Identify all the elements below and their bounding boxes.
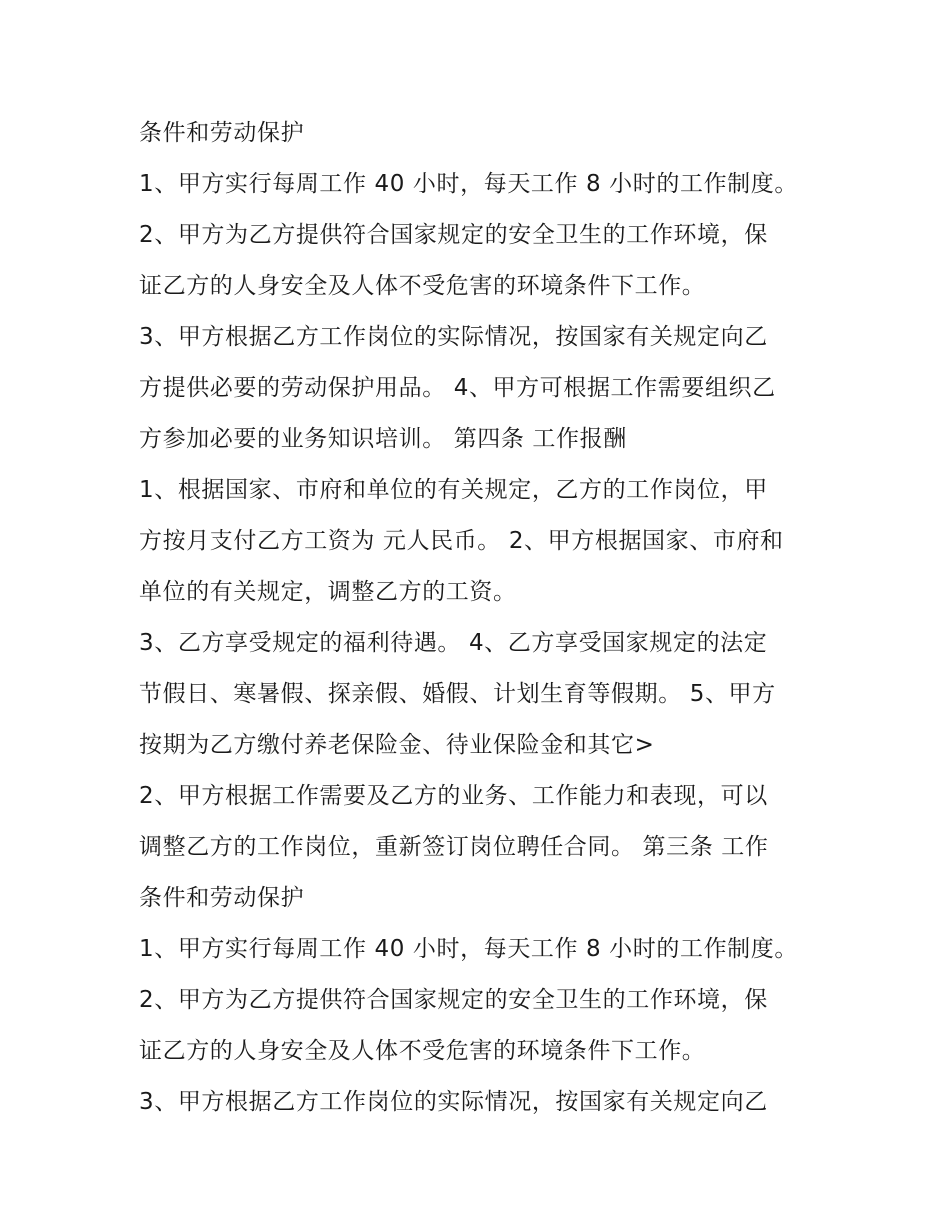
text-line: 条件和劳动保护 bbox=[139, 885, 305, 911]
text-line: 1、甲方实行每周工作 40 小时，每天工作 8 小时的工作制度。 bbox=[139, 171, 798, 197]
text-line: 2、甲方为乙方提供符合国家规定的安全卫生的工作环境，保 bbox=[139, 222, 768, 248]
text-line: 方提供必要的劳动保护用品。 4、甲方可根据工作需要组织乙 bbox=[139, 375, 776, 401]
text-line: 2、甲方为乙方提供符合国家规定的安全卫生的工作环境，保 bbox=[139, 987, 768, 1013]
text-line: 3、乙方享受规定的福利待遇。 4、乙方享受国家规定的法定 bbox=[139, 630, 768, 656]
text-line: 节假日、寒暑假、探亲假、婚假、计划生育等假期。 5、甲方 bbox=[139, 681, 776, 707]
document-body bbox=[139, 108, 839, 1128]
text-line: 方参加必要的业务知识培训。 第四条 工作报酬 bbox=[139, 426, 627, 452]
text-line: 3、甲方根据乙方工作岗位的实际情况，按国家有关规定向乙 bbox=[139, 324, 768, 350]
text-line: 证乙方的人身安全及人体不受危害的环境条件下工作。 bbox=[139, 1038, 706, 1064]
text-line: 按期为乙方缴付养老保险金、待业保险金和其它> bbox=[139, 732, 655, 758]
text-line: 条件和劳动保护 bbox=[139, 120, 305, 146]
text-line: 证乙方的人身安全及人体不受危害的环境条件下工作。 bbox=[139, 273, 706, 299]
text-line: 3、甲方根据乙方工作岗位的实际情况，按国家有关规定向乙 bbox=[139, 1089, 768, 1115]
text-line: 单位的有关规定，调整乙方的工资。 bbox=[139, 579, 517, 605]
text-line: 方按月支付乙方工资为 元人民币。 2、甲方根据国家、市府和 bbox=[139, 528, 784, 554]
text-line: 1、根据国家、市府和单位的有关规定，乙方的工作岗位，甲 bbox=[139, 477, 768, 503]
text-line: 1、甲方实行每周工作 40 小时，每天工作 8 小时的工作制度。 bbox=[139, 936, 798, 962]
text-line: 调整乙方的工作岗位，重新签订岗位聘任合同。 第三条 工作 bbox=[139, 834, 769, 860]
text-line: 2、甲方根据工作需要及乙方的业务、工作能力和表现，可以 bbox=[139, 783, 768, 809]
